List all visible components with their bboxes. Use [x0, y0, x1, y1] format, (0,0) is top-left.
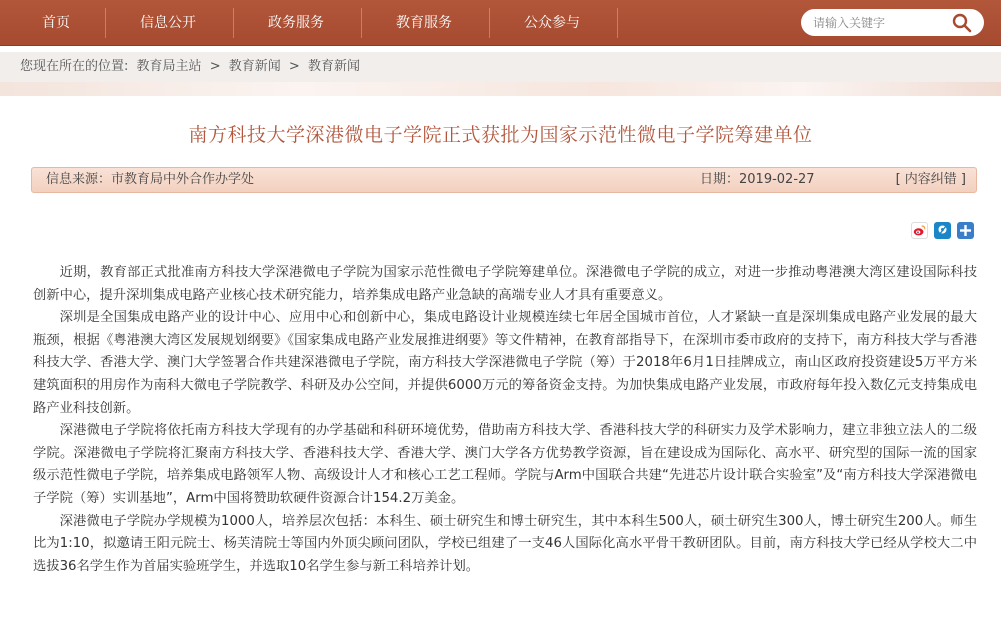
nav-item-education-services[interactable]: 教育服务 [396, 15, 452, 31]
more-share-icon[interactable] [957, 222, 974, 239]
search-box [801, 9, 984, 36]
decorative-band [0, 82, 1001, 96]
qzone-share-icon[interactable] [934, 222, 951, 239]
article-paragraph: 近期，教育部正式批准南方科技大学深港微电子学院为国家示范性微电子学院筹建单位。深港微电子学院的成立，对进一步推动粤港澳大湾区建设国际科技创新中心，提升深圳集成电路产业核心技术研究能力，培养集成电路产业急缺的高端专业人才具有重要意义。 [33, 265, 977, 303]
content-correction-link[interactable]: [ 内容纠错 ] [895, 172, 966, 187]
weibo-share-icon[interactable] [911, 222, 928, 239]
breadcrumb-link-news[interactable]: 教育新闻 [228, 59, 281, 74]
article-date: 日期：2019-02-27 [700, 172, 815, 187]
article-source: 信息来源：市教育局中外合作办学处 [46, 172, 255, 187]
breadcrumb-prefix: 您现在所在的位置: [20, 59, 129, 74]
breadcrumb-bar [0, 52, 1001, 82]
article-paragraph: 深港微电子学院将依托南方科技大学现有的办学基础和科研环境优势，借助南方科技大学、香港科技大学的科研实力及学术影响力，建立非独立法人的二级学院。深港微电子学院将汇聚南方科技大学、香港科技大学、香港大学、澳门大学各方优势教学资源，旨在建设成为国际化、高水平、研究型的国际一流的国家级示范性微电子学院，培养集成电路领军人物、高级设计人才和核心工艺工程师。学院与Arm中国联合共建“先进芯片设计联合实验室”及“南方科技大学深港微电子学院（筹）实训基地”，Arm中国将赞助软硬件资源合计154.2万美金。 [33, 423, 977, 506]
breadcrumb [20, 52, 364, 82]
breadcrumb-separator: > [209, 59, 221, 74]
article-info-bar [31, 167, 977, 193]
nav-item-info-disclosure[interactable]: 信息公开 [140, 15, 196, 31]
nav-item-government-services[interactable]: 政务服务 [268, 15, 324, 31]
nav-item-public-participation[interactable]: 公众参与 [524, 15, 580, 31]
breadcrumb-link-news-current[interactable]: 教育新闻 [307, 59, 360, 74]
search-input[interactable] [813, 9, 943, 36]
article-paragraph: 深港微电子学院办学规模为1000人，培养层次包括：本科生、硕士研究生和博士研究生，其中本科生500人，硕士研究生300人，博士研究生200人。师生比为1:10，拟邀请王阳元院士、杨芙清院士等国内外顶尖顾问团队，学校已组建了一支46人国际化高水平骨干教研团队。目前，南方科技大学已经从学校大二中选拔36名学生作为首届实验班学生，并选取10名学生参与新工科培养计划。 [33, 513, 977, 574]
top-nav [0, 0, 1001, 46]
article-body [33, 262, 977, 578]
breadcrumb-separator: > [288, 59, 300, 74]
nav-item-home[interactable]: 首页 [42, 15, 70, 31]
nav-divider [617, 8, 618, 38]
page-title: 南方科技大学深港微电子学院正式获批为国家示范性微电子学院筹建单位 [188, 124, 813, 146]
article-paragraph: 深圳是全国集成电路产业的设计中心、应用中心和创新中心，集成电路设计业规模连续七年居全国城市首位，人才紧缺一直是深圳集成电路产业发展的最大瓶颈，根据《粤港澳大湾区发展规划纲要》《国家集成电路产业发展推进纲要》等文件精神，在教育部指导下，在深圳市委市政府的支持下，南方科技大学与香港科技大学、香港大学、澳门大学签署合作共建深港微电子学院，南方科技大学深港微电子学院（筹）于2018年6月1日挂牌成立，南山区政府投资建设5万平方米建筑面积的用房作为南科大微电子学院教学、科研及办公空间，并提供6000万元的筹备资金支持。为加快集成电路产业发展，市政府每年投入数亿元支持集成电路产业科技创新。 [33, 310, 977, 416]
breadcrumb-link-main-site[interactable]: 教育局主站 [136, 59, 202, 74]
search-icon[interactable] [951, 12, 973, 34]
